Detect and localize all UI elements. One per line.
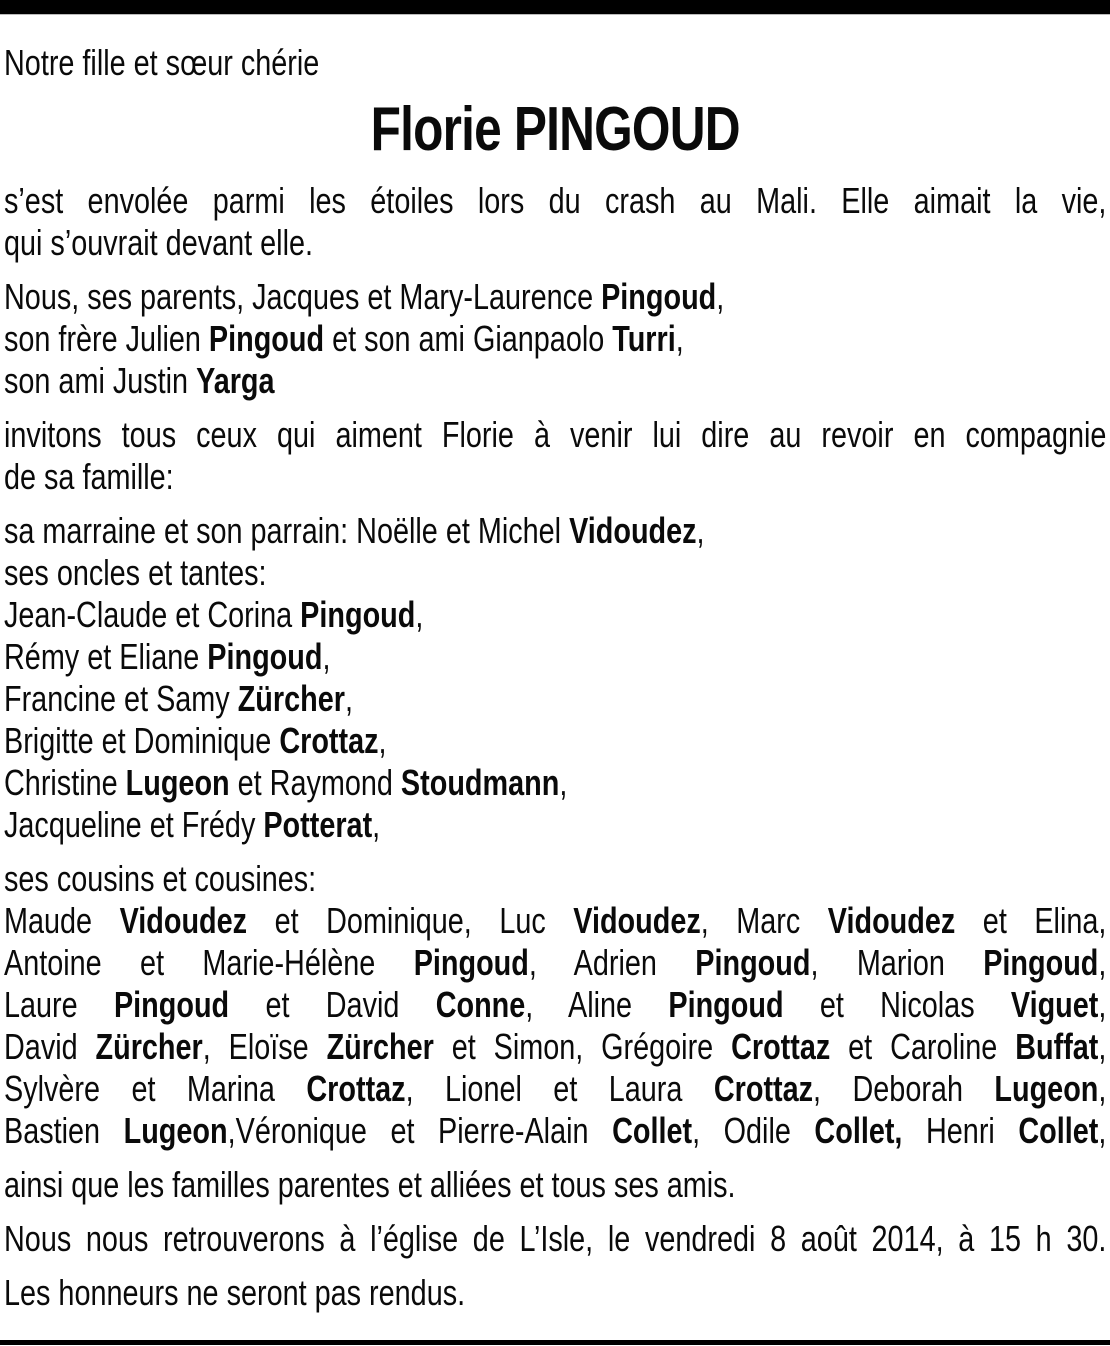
text-segment: , xyxy=(675,318,684,359)
text-segment: , Aline xyxy=(525,984,669,1025)
text-line xyxy=(4,276,1106,318)
family-name: Buffat xyxy=(1015,1026,1099,1067)
paragraph xyxy=(4,1164,1106,1206)
text-segment: , Odile xyxy=(692,1110,815,1151)
text-segment: , Marion xyxy=(810,942,984,983)
family-name: Pingoud xyxy=(113,984,230,1025)
text-segment: invitons tous ceux qui aiment Florie à venir lui dire au revoir en compagnie xyxy=(4,414,1107,455)
text-segment: , xyxy=(372,804,381,845)
text-segment: et Simon, Grégoire xyxy=(433,1026,732,1067)
text-segment: , xyxy=(322,636,331,677)
text-line xyxy=(4,942,1106,984)
family-name: Lugeon xyxy=(994,1068,1099,1109)
text-segment: Antoine et Marie-Hélène xyxy=(4,942,414,983)
text-segment: , xyxy=(559,762,568,803)
text-line xyxy=(4,222,1106,264)
text-segment: , Marc xyxy=(700,900,828,941)
family-name: Crottaz xyxy=(713,1068,814,1109)
text-segment: ses oncles et tantes: xyxy=(4,552,267,593)
family-name: Pingoud xyxy=(695,942,811,983)
text-line xyxy=(4,900,1106,942)
family-name: Zürcher xyxy=(326,1026,434,1067)
intro-line: Notre fille et sœur chérie xyxy=(4,42,320,83)
text-segment: son ami Justin xyxy=(4,360,197,401)
family-name: Collet xyxy=(1018,1110,1099,1151)
text-line xyxy=(4,456,1106,498)
text-segment: Les honneurs ne seront pas rendus. xyxy=(4,1272,466,1313)
text-segment: Brigitte et Dominique xyxy=(4,720,280,761)
notice-content xyxy=(4,14,1106,1314)
family-name: Zürcher xyxy=(95,1026,203,1067)
text-line xyxy=(4,1110,1106,1152)
paragraph xyxy=(4,1218,1106,1260)
text-segment: et Caroline xyxy=(830,1026,1016,1067)
family-name: Lugeon xyxy=(123,1110,228,1151)
text-segment: et Dominique, Luc xyxy=(247,900,574,941)
text-segment: sa marraine et son parrain: Noëlle et Michel xyxy=(4,510,570,551)
family-name: Pingoud xyxy=(413,942,529,983)
top-rule xyxy=(0,0,1110,15)
text-segment: Jacqueline et Frédy xyxy=(4,804,264,845)
text-segment: , Adrien xyxy=(528,942,696,983)
family-name: Vidoudez xyxy=(827,900,956,941)
text-segment: Maude xyxy=(4,900,120,941)
text-segment: , Deborah xyxy=(813,1068,995,1109)
family-name: Vidoudez xyxy=(119,900,248,941)
text-segment: s’est envolée parmi les étoiles lors du crash au Mali. Elle aimait la vie, xyxy=(4,180,1107,221)
text-line xyxy=(4,1272,1106,1314)
text-segment: Francine et Samy xyxy=(4,678,238,719)
text-segment: , xyxy=(344,678,353,719)
family-name: Yarga xyxy=(196,360,275,401)
family-name: Pingoud xyxy=(601,276,717,317)
page-title: Florie PINGOUD xyxy=(370,95,740,164)
paragraph xyxy=(4,276,1106,402)
family-name: Viguet xyxy=(1010,984,1099,1025)
paragraph xyxy=(4,414,1106,498)
text-line xyxy=(4,858,1106,900)
family-name: Pingoud xyxy=(208,318,325,359)
text-segment: , xyxy=(1098,1026,1107,1067)
text-segment: et Nicolas xyxy=(783,984,1011,1025)
text-line xyxy=(4,1026,1106,1068)
family-name: Vidoudez xyxy=(569,510,697,551)
text-segment: Christine xyxy=(4,762,126,803)
text-segment: , xyxy=(1098,1110,1107,1151)
text-segment: et Elina, xyxy=(955,900,1107,941)
text-segment: Bastien xyxy=(4,1110,124,1151)
text-segment: , xyxy=(1098,942,1107,983)
bottom-rule xyxy=(0,1340,1110,1345)
text-segment: Nous, ses parents, Jacques et Mary-Laurence xyxy=(4,276,602,317)
text-segment: , xyxy=(716,276,725,317)
text-segment: , xyxy=(378,720,387,761)
text-segment: , xyxy=(1098,1068,1107,1109)
family-name: Pingoud xyxy=(668,984,784,1025)
family-name: Crottaz xyxy=(306,1068,406,1109)
text-line xyxy=(4,804,1106,846)
text-line xyxy=(4,984,1106,1026)
text-line xyxy=(4,762,1106,804)
text-line xyxy=(4,1164,1106,1206)
family-name: Conne xyxy=(435,984,526,1025)
family-name: Collet xyxy=(612,1110,693,1151)
text-segment: Sylvère et Marina xyxy=(4,1068,307,1109)
text-segment: Rémy et Eliane xyxy=(4,636,208,677)
text-line xyxy=(4,1068,1106,1110)
paragraph xyxy=(4,180,1106,264)
text-line xyxy=(4,636,1106,678)
notice-body xyxy=(4,180,1106,1314)
text-segment: Henri xyxy=(902,1110,1019,1151)
text-segment: ses cousins et cousines: xyxy=(4,858,317,899)
text-segment: , xyxy=(696,510,705,551)
family-name: Collet, xyxy=(814,1110,903,1151)
text-segment: Laure xyxy=(4,984,114,1025)
text-segment: et Raymond xyxy=(229,762,401,803)
text-line xyxy=(4,360,1106,402)
text-line xyxy=(4,318,1106,360)
family-name: Zürcher xyxy=(237,678,345,719)
text-segment: , Lionel et Laura xyxy=(405,1068,714,1109)
family-name: Stoudmann xyxy=(400,762,560,803)
text-segment: et son ami Gianpaolo xyxy=(324,318,613,359)
text-line xyxy=(4,180,1106,222)
text-line xyxy=(4,552,1106,594)
text-segment: qui s’ouvrait devant elle. xyxy=(4,222,313,263)
text-line xyxy=(4,510,1106,552)
text-segment: , xyxy=(415,594,424,635)
family-name: Vidoudez xyxy=(573,900,701,941)
text-segment: ainsi que les familles parentes et alliées et tous ses amis. xyxy=(4,1164,736,1205)
text-segment: son frère Julien xyxy=(4,318,209,359)
text-segment: et David xyxy=(229,984,436,1025)
family-name: Potterat xyxy=(263,804,373,845)
text-line xyxy=(4,594,1106,636)
text-segment: Jean-Claude et Corina xyxy=(4,594,301,635)
family-name: Pingoud xyxy=(300,594,416,635)
family-name: Pingoud xyxy=(983,942,1099,983)
paragraph xyxy=(4,858,1106,1152)
family-name: Pingoud xyxy=(207,636,323,677)
text-segment: , Eloïse xyxy=(202,1026,327,1067)
text-segment: David xyxy=(4,1026,96,1067)
text-line xyxy=(4,678,1106,720)
paragraph xyxy=(4,1272,1106,1314)
text-line xyxy=(4,414,1106,456)
family-name: Crottaz xyxy=(731,1026,831,1067)
text-line xyxy=(4,720,1106,762)
paragraph xyxy=(4,510,1106,846)
family-name: Lugeon xyxy=(125,762,230,803)
text-line xyxy=(4,1218,1106,1260)
family-name: Crottaz xyxy=(279,720,379,761)
text-segment: ,Véronique et Pierre-Alain xyxy=(227,1110,613,1151)
family-name: Turri xyxy=(612,318,676,359)
text-segment: , xyxy=(1098,984,1107,1025)
text-segment: de sa famille: xyxy=(4,456,174,497)
text-segment: Nous nous retrouverons à l’église de L’Isle, le vendredi 8 août 2014, à 15 h 30. xyxy=(4,1218,1107,1259)
